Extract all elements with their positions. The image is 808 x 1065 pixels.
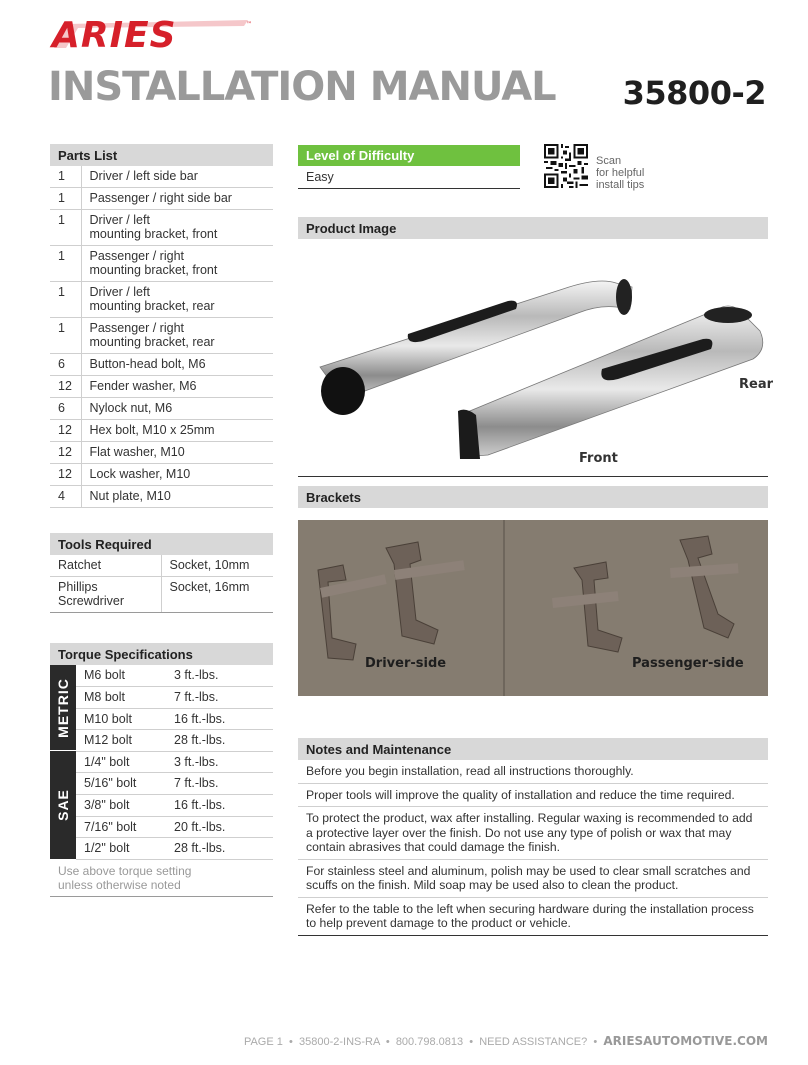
footer-sep: • [593, 1036, 598, 1048]
torque-bolt: 5/16" bolt [76, 773, 174, 795]
notes-list [298, 760, 768, 936]
note-item: Refer to the table to the left when securing hardware during the installation process to help prevent damage to the product or vehicle. [298, 898, 768, 936]
scan-text: Scan for helpful install tips [596, 155, 645, 191]
torque-row [76, 708, 273, 730]
part-description: Nylock nut, M6 [81, 398, 273, 420]
tools-required [50, 533, 273, 613]
parts-row [50, 318, 273, 354]
torque-bolt: 1/2" bolt [76, 838, 174, 860]
brackets-photo [298, 520, 768, 696]
note-item: For stainless steel and aluminum, polish may be used to clear small scratches and scuffs on the finish. Mild soap may be used also to clean the product. [298, 860, 768, 898]
footer-page: PAGE 1 [243, 1036, 283, 1048]
parts-table [50, 166, 273, 508]
sae-label: SAE [50, 751, 76, 859]
torque-bolt: 3/8" bolt [76, 795, 174, 817]
page-title: INSTALLATION MANUAL [48, 64, 556, 110]
tool-name: Socket, 10mm [161, 555, 273, 577]
parts-list [50, 144, 273, 508]
torque-value: 20 ft.-lbs. [174, 816, 273, 838]
parts-row [50, 246, 273, 282]
torque-row [76, 816, 273, 838]
qr-code-icon[interactable] [544, 144, 588, 188]
torque-row [76, 665, 273, 687]
rear-label: Rear [739, 377, 774, 392]
part-qty: 12 [50, 376, 81, 398]
notes-heading: Notes and Maintenance [298, 738, 768, 760]
part-qty: 4 [50, 486, 81, 508]
tool-name: Phillips Screwdriver [50, 577, 161, 613]
parts-row [50, 398, 273, 420]
product-image [298, 239, 774, 477]
part-qty: 1 [50, 188, 81, 210]
tools-row [50, 555, 273, 577]
difficulty-value: Easy [298, 166, 520, 189]
difficulty-heading: Level of Difficulty [298, 145, 520, 166]
torque-value: 16 ft.-lbs. [174, 708, 273, 730]
torque-row [76, 795, 273, 817]
tool-name: Socket, 16mm [161, 577, 273, 613]
front-label: Front [579, 451, 618, 466]
driver-side-label: Driver-side [365, 656, 447, 671]
part-qty: 1 [50, 282, 81, 318]
part-description: Driver / left mounting bracket, front [81, 210, 273, 246]
svg-text:ARIES: ARIES [52, 15, 177, 54]
torque-row [76, 751, 273, 773]
page-footer [244, 1034, 768, 1048]
torque-bolt: 7/16" bolt [76, 816, 174, 838]
note-item: Proper tools will improve the quality of installation and reduce the time required. [298, 784, 768, 808]
part-qty: 12 [50, 464, 81, 486]
part-description: Flat washer, M10 [81, 442, 273, 464]
footer-website-link[interactable]: ARIESAUTOMOTIVE.COM [603, 1034, 768, 1048]
torque-bolt: 1/4" bolt [76, 751, 174, 773]
tool-name: Ratchet [50, 555, 161, 577]
footer-assist: NEED ASSISTANCE? [479, 1036, 588, 1048]
torque-row [76, 687, 273, 709]
parts-row [50, 464, 273, 486]
parts-row [50, 442, 273, 464]
part-qty: 12 [50, 420, 81, 442]
torque-value: 7 ft.-lbs. [174, 687, 273, 709]
torque-value: 7 ft.-lbs. [174, 773, 273, 795]
part-qty: 1 [50, 210, 81, 246]
part-qty: 6 [50, 398, 81, 420]
torque-row [76, 773, 273, 795]
tools-table [50, 555, 273, 613]
parts-row [50, 282, 273, 318]
parts-list-heading: Parts List [50, 144, 273, 166]
torque-row [76, 730, 273, 752]
part-description: Passenger / right side bar [81, 188, 273, 210]
torque-value: 3 ft.-lbs. [174, 665, 273, 687]
torque-value: 3 ft.-lbs. [174, 751, 273, 773]
part-number: 35800-2 [622, 74, 766, 112]
brackets-heading: Brackets [298, 486, 768, 508]
part-description: Hex bolt, M10 x 25mm [81, 420, 273, 442]
part-description: Button-head bolt, M6 [81, 354, 273, 376]
torque-heading: Torque Specifications [50, 643, 273, 665]
part-description: Nut plate, M10 [81, 486, 273, 508]
svg-text:™: ™ [246, 21, 252, 28]
torque-row [76, 838, 273, 860]
part-qty: 1 [50, 246, 81, 282]
footer-sep: • [385, 1036, 390, 1048]
part-qty: 1 [50, 318, 81, 354]
note-item: Before you begin installation, read all instructions thoroughly. [298, 760, 768, 784]
notes-maintenance [298, 738, 768, 936]
parts-row [50, 166, 273, 188]
torque-value: 28 ft.-lbs. [174, 838, 273, 860]
torque-note: Use above torque setting unless otherwise noted [50, 860, 273, 897]
aries-logo [48, 14, 258, 54]
product-image-section [298, 217, 774, 477]
parts-row [50, 376, 273, 398]
footer-sep: • [289, 1036, 293, 1048]
part-description: Lock washer, M10 [81, 464, 273, 486]
torque-bolt: M8 bolt [76, 687, 174, 709]
note-item: To protect the product, wax after installing. Regular waxing is recommended to add a protective layer over the finish. Do not use any type of polish or wax that may contain abrasives that could damage the finish. [298, 807, 768, 860]
part-description: Fender washer, M6 [81, 376, 273, 398]
parts-row [50, 420, 273, 442]
tools-heading: Tools Required [50, 533, 273, 555]
tools-row [50, 577, 273, 613]
metric-label: METRIC [50, 665, 76, 751]
brackets-section [298, 486, 768, 696]
parts-row [50, 354, 273, 376]
part-qty: 12 [50, 442, 81, 464]
side-bars-illustration [298, 239, 768, 477]
part-description: Driver / left side bar [81, 166, 273, 188]
product-image-heading: Product Image [298, 217, 768, 239]
footer-sep: • [469, 1036, 474, 1048]
footer-phone[interactable]: 800.798.0813 [395, 1036, 464, 1048]
torque-bolt: M6 bolt [76, 665, 174, 687]
footer-doc: 35800-2-INS-RA [298, 1036, 380, 1048]
passenger-side-label: Passenger-side [632, 656, 744, 671]
parts-row [50, 210, 273, 246]
torque-value: 16 ft.-lbs. [174, 795, 273, 817]
part-description: Passenger / right mounting bracket, front [81, 246, 273, 282]
torque-bolt: M12 bolt [76, 730, 174, 752]
torque-bolt: M10 bolt [76, 708, 174, 730]
part-description: Passenger / right mounting bracket, rear [81, 318, 273, 354]
part-qty: 6 [50, 354, 81, 376]
torque-table [76, 665, 273, 860]
parts-row [50, 486, 273, 508]
rear-bar-end-cap [321, 367, 365, 415]
torque-value: 28 ft.-lbs. [174, 730, 273, 752]
part-qty: 1 [50, 166, 81, 188]
torque-specifications [50, 643, 273, 897]
parts-row [50, 188, 273, 210]
part-description: Driver / left mounting bracket, rear [81, 282, 273, 318]
photo-divider [503, 520, 505, 696]
difficulty [298, 145, 520, 189]
